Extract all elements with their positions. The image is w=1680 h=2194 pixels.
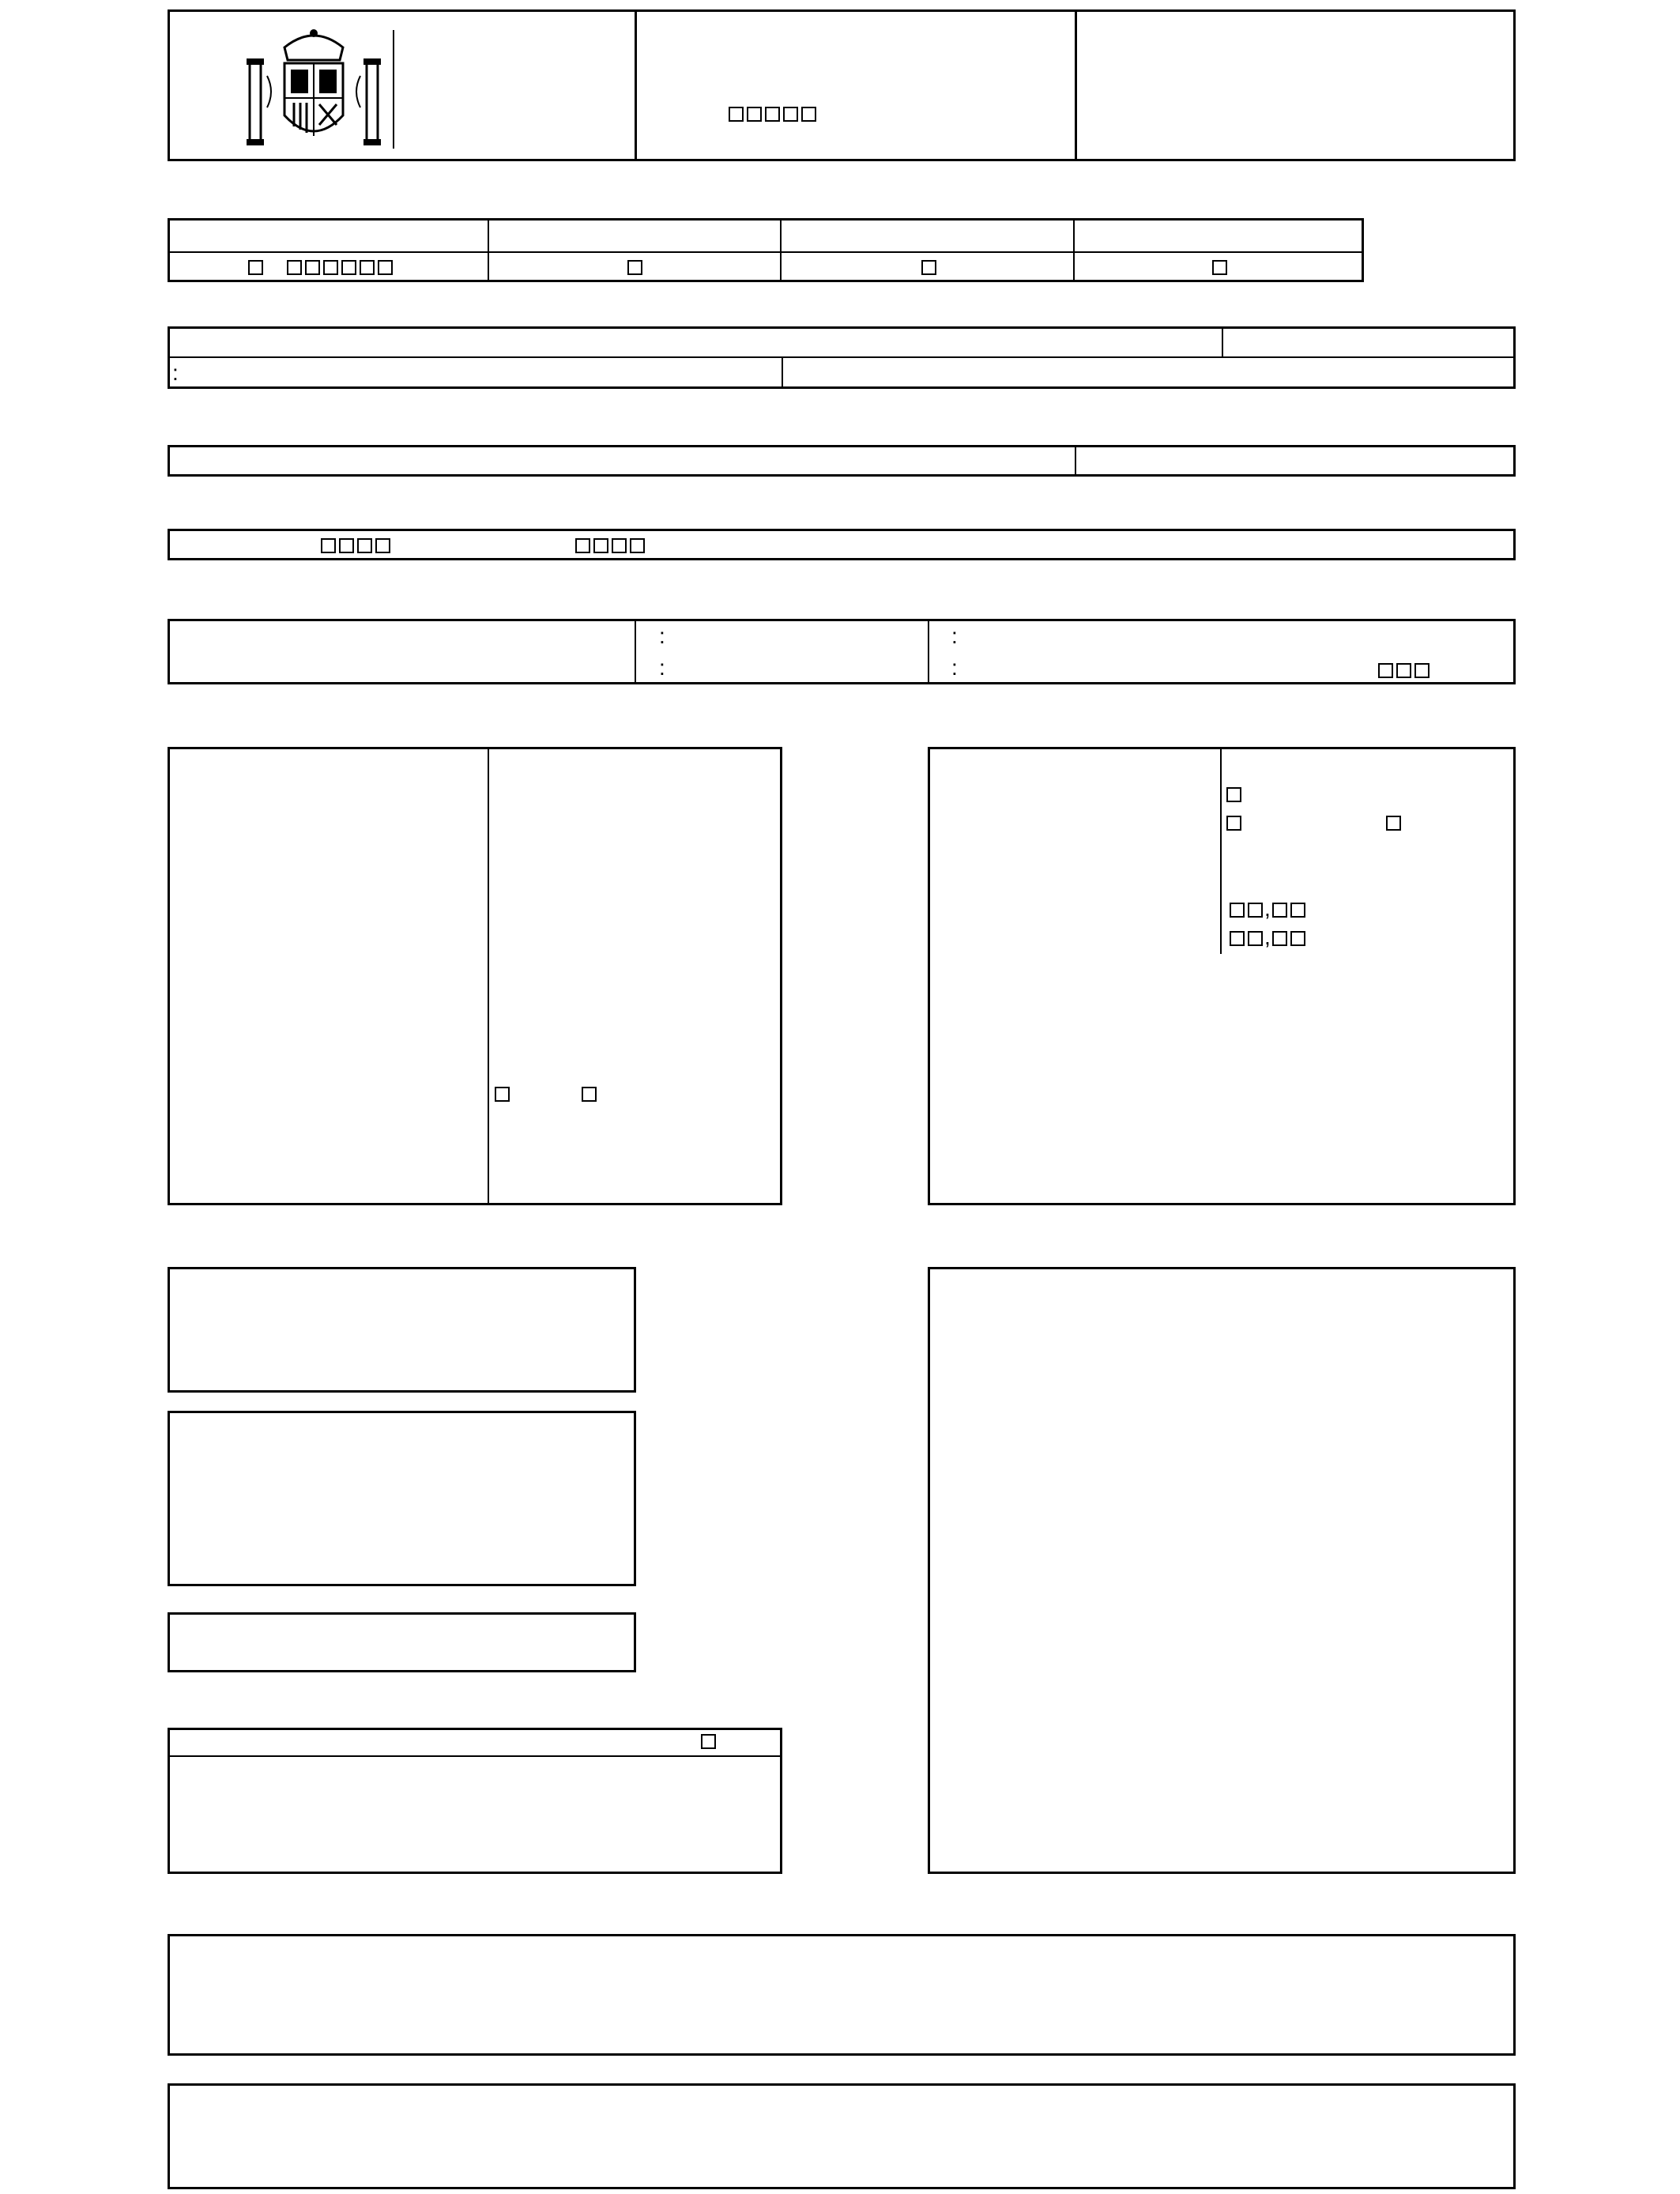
servicios-basicos-table [168, 1267, 636, 1393]
header-divider [635, 9, 637, 161]
tripulantes-salida-field[interactable] [574, 531, 646, 558]
calado-llegada-field[interactable]: : [659, 624, 665, 648]
propulsion-field[interactable] [1225, 780, 1243, 807]
doc-title-line3 [716, 100, 818, 126]
estadia-table [168, 619, 1516, 684]
residuos-table [928, 1267, 1516, 1874]
tripulantes-entrada-field[interactable] [319, 531, 392, 558]
ministry-logo [247, 28, 381, 152]
nombre-buque-heading [172, 300, 179, 326]
tecnicos-left-table [168, 747, 782, 1205]
modificacion-escala-checkbox[interactable] [920, 253, 938, 280]
transversales-proa-field[interactable] [1225, 809, 1243, 835]
puesto-atraque-label: : [951, 624, 958, 648]
tipo-field[interactable] [490, 749, 780, 778]
medioambiental-table [168, 1728, 782, 1874]
anchura-field[interactable]: , [1228, 924, 1319, 951]
tecnicos-right-table [928, 747, 1516, 1205]
logo-separator [393, 30, 394, 149]
crudo-checkbox[interactable] [701, 1734, 716, 1749]
observaciones-box[interactable] [168, 2083, 1516, 2189]
forma-atraque-boxes[interactable] [1377, 656, 1431, 683]
consignatario-table [168, 445, 1516, 477]
escala-number-boxes[interactable] [247, 253, 394, 280]
anulacion-escala-checkbox[interactable] [1211, 253, 1229, 280]
doble-casco-si[interactable] [493, 1080, 511, 1106]
alcance-field[interactable]: , [1228, 895, 1319, 922]
header-divider [1075, 9, 1077, 161]
calado-salida-field[interactable]: : [659, 655, 665, 680]
otros-servicios-box[interactable] [168, 1612, 636, 1672]
suministros-table [168, 1411, 636, 1586]
nombre-buque-field[interactable] [170, 329, 1220, 356]
transversales-popa-field[interactable] [1384, 809, 1403, 835]
port-code-boxes[interactable] [727, 100, 818, 125]
distintivo-field[interactable] [1224, 329, 1513, 356]
nueva-escala-checkbox[interactable] [626, 253, 644, 280]
nacionalidad-field[interactable]: : [172, 360, 179, 385]
forma-atraque-label: : [951, 655, 958, 680]
operaciones-table [168, 1934, 1516, 2056]
doble-casco-no[interactable] [580, 1080, 598, 1106]
